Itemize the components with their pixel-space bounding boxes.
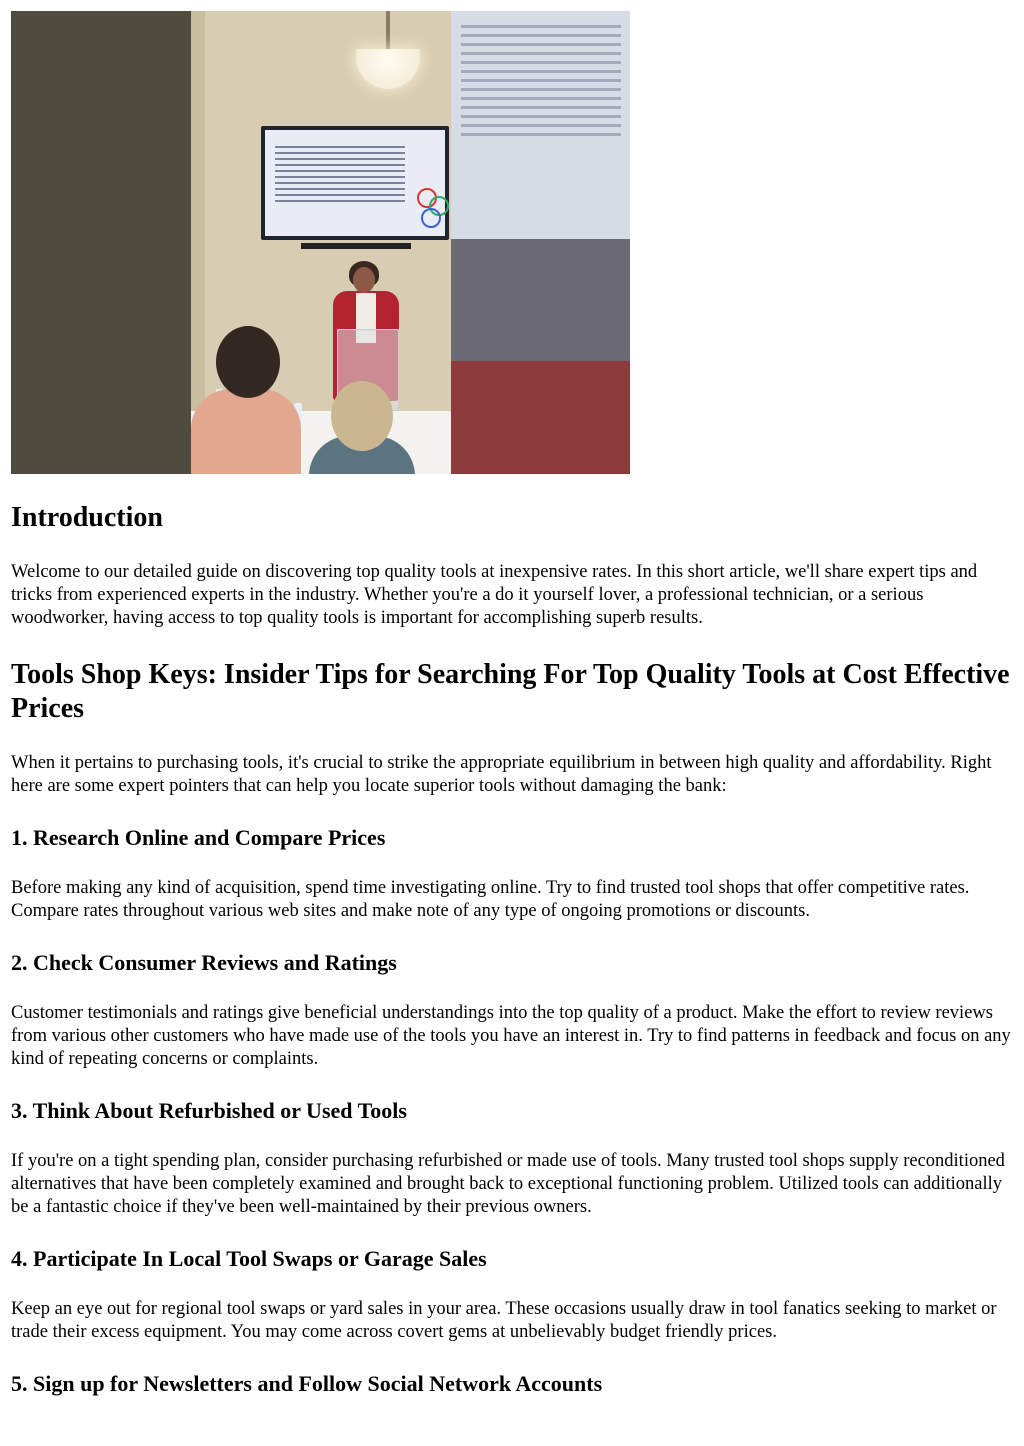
section-paragraph: Before making any kind of acquisition, spend time investigating online. Try to find trusted tool shops that offer competitive rates. Compare rates throughout various web sites and make note of any type of ongoing promotions or discounts. xyxy=(11,878,970,921)
section-heading: 2. Check Consumer Reviews and Ratings xyxy=(11,950,397,975)
photo-red-chair xyxy=(451,361,630,474)
photo-audience-head xyxy=(216,326,280,398)
photo-presentation-screen xyxy=(261,126,449,240)
section-heading: 4. Participate In Local Tool Swaps or Garage Sales xyxy=(11,1246,487,1271)
photo-audience-head xyxy=(331,381,393,451)
section-paragraph: Customer testimonials and ratings give beneficial understandings into the top quality of a product. Make the effort to review reviews from various other customers who have made use of the tools you have an interest in. Try to find patterns in feedback and focus on any kind of repeating concerns or complaints. xyxy=(11,1003,1011,1069)
photo-blurred-screen xyxy=(451,11,630,239)
hero-photo xyxy=(11,11,630,474)
intro-heading: Introduction xyxy=(11,502,163,533)
photo-lamp-stem xyxy=(386,11,390,51)
main-paragraph: When it pertains to purchasing tools, it's crucial to strike the appropriate equilibrium in between high quality and affordability. Right here are some expert pointers that can help you locate superior tools without damaging the bank: xyxy=(11,753,992,796)
intro-paragraph: Welcome to our detailed guide on discovering top quality tools at inexpensive rates. In this short article, we'll share expert tips and tricks from experienced experts in the industry. Whether you're a do it yourself lover, a professional technician, or a serious woodworker, having access to top quality tools is important for accomplishing superb results. xyxy=(11,562,978,628)
photo-tv-mount xyxy=(301,243,411,249)
section-paragraph: Keep an eye out for regional tool swaps or yard sales in your area. These occasions usually draw in tool fanatics seeking to market or trade their excess equipment. You may come across covert gems at unbelievably budget friendly prices. xyxy=(11,1299,997,1342)
main-heading: Tools Shop Keys: Insider Tips for Searching For Top Quality Tools at Cost Effective Prices xyxy=(11,659,1010,724)
section-heading: 5. Sign up for Newsletters and Follow Social Network Accounts xyxy=(11,1371,603,1396)
section-heading: 1. Research Online and Compare Prices xyxy=(11,825,386,850)
photo-speaker-head xyxy=(353,267,375,293)
photo-wall-left xyxy=(11,11,191,474)
photo-audience-member xyxy=(191,389,301,474)
section-heading: 3. Think About Refurbished or Used Tools xyxy=(11,1098,407,1123)
section-paragraph: If you're on a tight spending plan, consider purchasing refurbished or made use of tools. Many trusted tool shops supply reconditioned alternatives that have been completely examined and brought back to exceptional functioning problem. Utilized tools can additionally be a fantastic choice if they've been well-maintained by their previous owners. xyxy=(11,1151,1005,1217)
